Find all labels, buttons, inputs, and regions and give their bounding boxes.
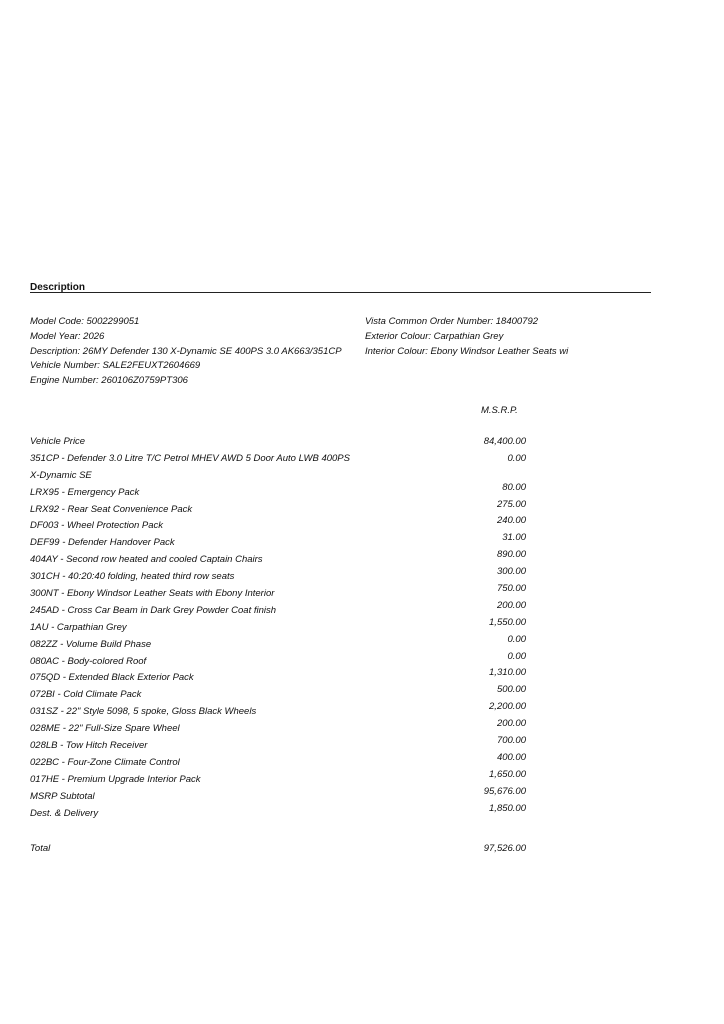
- line-item-amount: 95,676.00: [483, 785, 526, 797]
- line-item-label: LRX92 - Rear Seat Convenience Pack: [30, 503, 193, 515]
- exterior-colour: Exterior Colour: Carpathian Grey: [365, 330, 504, 342]
- description-heading: Description: [30, 282, 86, 293]
- line-item-label: 075QD - Extended Black Exterior Pack: [30, 672, 194, 684]
- line-item: [30, 583, 530, 605]
- line-item: [30, 599, 530, 622]
- line-item: [30, 515, 530, 537]
- line-item-amount: 80.00: [502, 481, 526, 493]
- line-item-amount: 1,650.00: [489, 768, 526, 780]
- line-item: [30, 701, 530, 723]
- vehicle-info-right: [365, 315, 568, 359]
- line-item-amount: 2,200.00: [489, 701, 526, 713]
- model-year: Model Year: 2026: [30, 330, 105, 342]
- line-item-amount: 300.00: [496, 566, 526, 578]
- vehicle-info-left: [30, 315, 342, 389]
- line-item-label: 300NT - Ebony Windsor Leather Seats with Ebony Interior: [30, 588, 275, 600]
- line-item-amount: 400.00: [496, 751, 526, 763]
- line-item-label: 082ZZ - Volume Build Phase: [30, 638, 152, 650]
- line-item: [30, 667, 530, 689]
- line-item: [30, 470, 530, 487]
- total-label: Total: [30, 843, 51, 854]
- total-amount: 97,526.00: [483, 843, 526, 854]
- line-item-amount: 1,550.00: [489, 616, 526, 628]
- line-item-label: 028ME - 22" Full-Size Spare Wheel: [30, 723, 180, 735]
- line-item-amount: 200.00: [496, 718, 526, 730]
- heading-divider: [30, 292, 651, 293]
- engine-number: Engine Number: 260106Z0759PT306: [30, 375, 188, 386]
- line-item-label: 351CP - Defender 3.0 Litre T/C Petrol MHEV AWD 5 Door Auto LWB 400PS: [30, 452, 350, 464]
- order-number: Vista Common Order Number: 18400792: [365, 316, 539, 327]
- line-item: [30, 436, 530, 453]
- model-code: Model Code: 5002299051: [30, 316, 140, 327]
- line-item-amount: 31.00: [502, 532, 526, 544]
- line-item-amount: 890.00: [496, 549, 526, 561]
- line-item: [30, 453, 530, 470]
- line-item: [30, 566, 530, 588]
- line-item: [30, 532, 530, 554]
- line-item-label: 1AU - Carpathian Grey: [30, 621, 127, 633]
- line-item-label: MSRP Subtotal: [30, 790, 95, 802]
- line-item-amount: 0.00: [507, 452, 526, 464]
- line-item-amount: 240.00: [496, 515, 526, 527]
- line-item: [30, 802, 530, 825]
- line-item-amount: 0.00: [507, 633, 526, 645]
- line-item-amount: 750.00: [496, 583, 526, 595]
- line-item-label: 072BI - Cold Climate Pack: [30, 689, 142, 701]
- line-item-amount: 84,400.00: [483, 436, 526, 447]
- line-item-amount: 700.00: [496, 735, 526, 747]
- line-item-label: Dest. & Delivery: [30, 807, 99, 819]
- msrp-column-header: M.S.R.P.: [481, 405, 518, 416]
- total-row: [30, 843, 530, 857]
- line-item: [30, 751, 530, 774]
- line-item-amount: 1,850.00: [489, 802, 526, 814]
- vehicle-description: Description: 26MY Defender 130 X-Dynamic SE 400PS 3.0 AK663/351CP: [30, 345, 342, 357]
- line-item-label: 404AY - Second row heated and cooled Captain Chairs: [30, 554, 263, 566]
- interior-colour: Interior Colour: Ebony Windsor Leather Seats wi: [365, 345, 569, 357]
- line-item: [30, 498, 530, 521]
- line-item-amount: 500.00: [496, 684, 526, 696]
- line-item-label: 301CH - 40:20:40 folding, heated third row seats: [30, 571, 235, 583]
- line-item-amount: 0.00: [507, 650, 526, 662]
- line-item: [30, 481, 530, 504]
- line-item: [30, 650, 530, 673]
- line-item: [30, 633, 530, 656]
- line-item-amount: 275.00: [496, 498, 526, 510]
- line-item: [30, 735, 530, 757]
- line-item-label: DF003 - Wheel Protection Pack: [30, 520, 164, 532]
- line-item-label: Vehicle Price: [30, 436, 86, 447]
- line-item-label: DEF99 - Defender Handover Pack: [30, 537, 175, 549]
- line-item-amount: 200.00: [496, 599, 526, 611]
- line-item-label: LRX95 - Emergency Pack: [30, 486, 140, 498]
- line-item: [30, 785, 530, 808]
- line-item-label: 031SZ - 22" Style 5098, 5 spoke, Gloss Black Wheels: [30, 706, 257, 718]
- line-items: [30, 436, 530, 824]
- line-item: [30, 549, 530, 571]
- line-item-label: 028LB - Tow Hitch Receiver: [30, 740, 148, 752]
- line-item: [30, 718, 530, 740]
- line-item: [30, 616, 530, 639]
- vehicle-number: Vehicle Number: SALE2FEUXT2604669: [30, 360, 201, 372]
- line-item-label: 022BC - Four-Zone Climate Control: [30, 756, 180, 768]
- line-item-label: X-Dynamic SE: [30, 469, 92, 481]
- line-item-label: 017HE - Premium Upgrade Interior Pack: [30, 773, 201, 785]
- line-item-label: 080AC - Body-colored Roof: [30, 655, 147, 667]
- line-item: [30, 768, 530, 791]
- line-item: [30, 684, 530, 706]
- line-item-amount: 1,310.00: [489, 667, 526, 679]
- line-item-label: 245AD - Cross Car Beam in Dark Grey Powder Coat finish: [30, 604, 277, 616]
